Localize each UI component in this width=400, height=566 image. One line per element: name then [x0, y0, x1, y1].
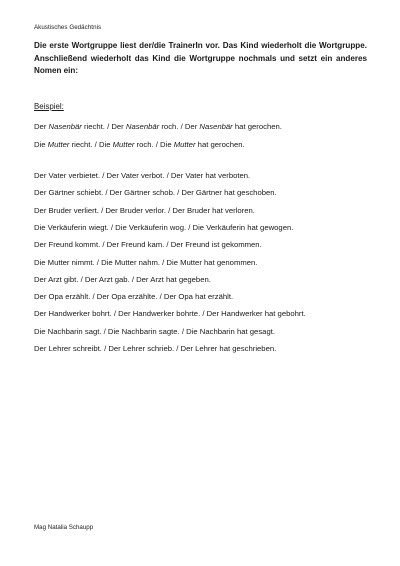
- example-noun: Nasenbär: [125, 122, 160, 131]
- example-line: [34, 122, 282, 131]
- example-noun: Mutter: [112, 140, 135, 149]
- example-text: hat gerochen.: [195, 140, 245, 149]
- instruction-paragraph: Die erste Wortgruppe liest der/die TrainerIn vor. Das Kind wiederholt die Wortgruppe. Anschließend wiederholt das Kind die Wortgruppe nochmals und setzt ein anderes Nomen ein:: [34, 41, 367, 75]
- example-noun: Mutter: [173, 140, 196, 149]
- exercise-line: Der Freund kommt. / Der Freund kam. / Der Freund ist gekommen.: [34, 240, 262, 250]
- example-line: [34, 140, 245, 149]
- example-noun: Nasenbär: [48, 122, 82, 131]
- example-text: riecht. / Der: [81, 122, 126, 131]
- exercise-line: Der Gärtner schiebt. / Der Gärtner schob. / Der Gärtner hat geschoben.: [34, 188, 277, 198]
- example-text: roch. / Der: [159, 122, 200, 131]
- footer-author: Mag Natalia Schaupp: [34, 524, 94, 531]
- exercise-line: Die Nachbarin sagt. / Die Nachbarin sagte. / Die Nachbarin hat gesagt.: [34, 326, 276, 336]
- exercise-line: Die Mutter nimmt. / Die Mutter nahm. / Die Mutter hat genommen.: [34, 257, 258, 267]
- example-noun: Mutter: [47, 140, 70, 149]
- example-label: Beispiel:: [34, 102, 64, 111]
- example-text: riecht. / Die: [69, 140, 113, 149]
- example-noun: Nasenbär: [199, 122, 233, 131]
- exercise-line: Der Bruder verliert. / Der Bruder verlor. / Der Bruder hat verloren.: [34, 205, 255, 215]
- example-text: Der: [34, 122, 49, 131]
- exercise-line: Der Vater verbietet. / Der Vater verbot. / Der Vater hat verboten.: [34, 171, 251, 180]
- exercise-line: Die Verkäuferin wiegt. / Die Verkäuferin wog. / Die Verkäuferin hat gewogen.: [34, 222, 294, 232]
- exercise-line: Der Lehrer schreibt. / Der Lehrer schrieb. / Der Lehrer hat geschrieben.: [34, 344, 277, 353]
- document-header-title: Akustisches Gedächtnis: [34, 24, 102, 31]
- example-text: roch. / Die: [134, 140, 174, 149]
- example-text: Die: [34, 140, 48, 149]
- exercise-line: Der Opa erzählt. / Der Opa erzählte. / Der Opa hat erzählt.: [34, 292, 234, 302]
- exercise-line: Der Arzt gibt. / Der Arzt gab. / Der Arzt hat gegeben.: [34, 274, 211, 284]
- example-text: hat gerochen.: [232, 122, 282, 131]
- exercise-line: Der Handwerker bohrt. / Der Handwerker bohrte. / Der Handwerker hat gebohrt.: [34, 309, 306, 319]
